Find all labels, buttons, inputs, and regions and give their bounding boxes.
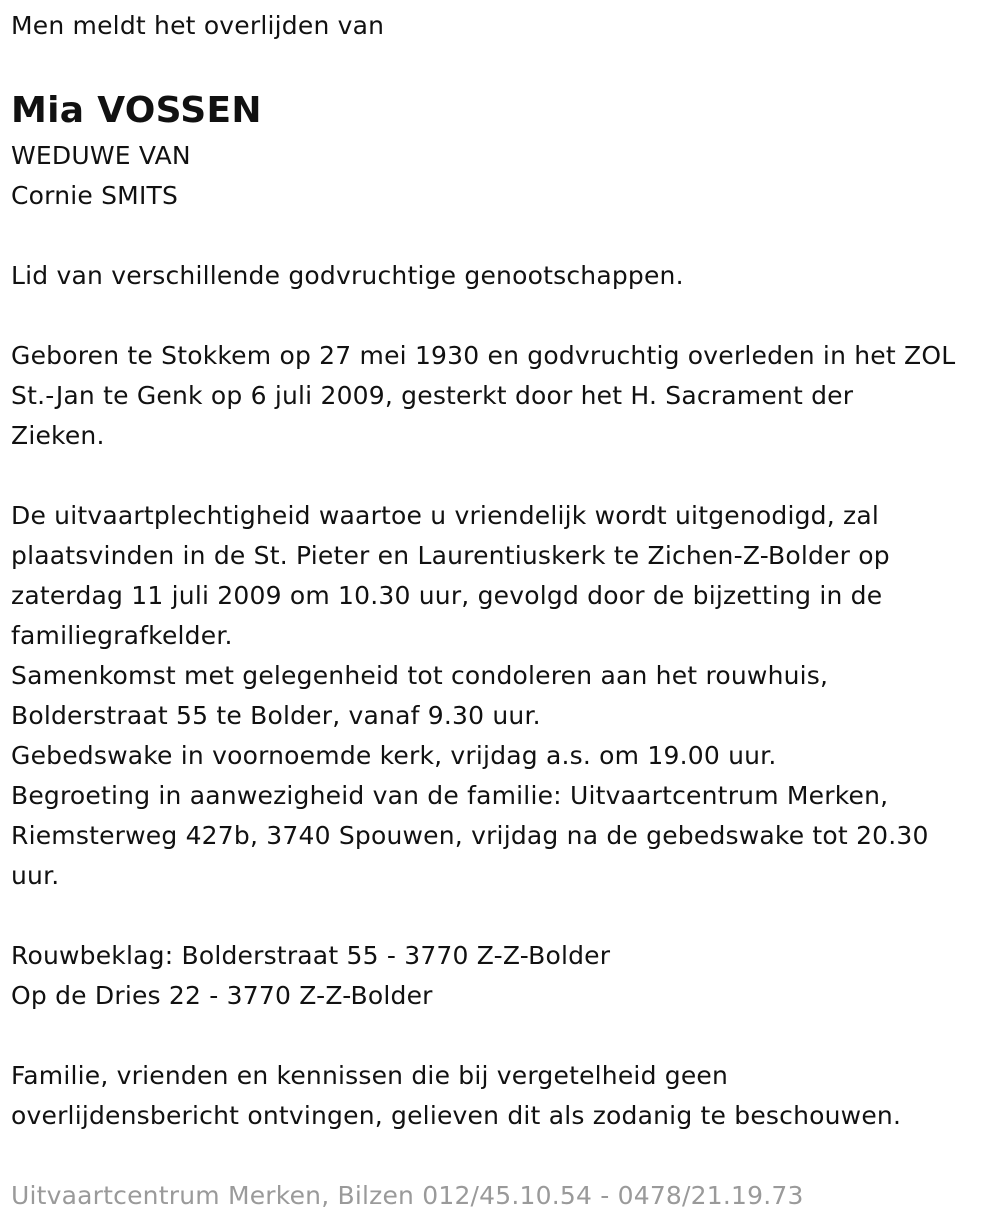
paragraph-line: uur.	[11, 861, 60, 890]
address-line: Rouwbeklag: Bolderstraat 55 - 3770 Z-Z-Bolder	[11, 941, 611, 970]
paragraph-line: De uitvaartplechtigheid waartoe u vriendelijk wordt uitgenodigd, zal	[11, 501, 880, 530]
paragraph-line: Samenkomst met gelegenheid tot condoleren aan het rouwhuis,	[11, 661, 829, 690]
relation-text: WEDUWE VAN	[11, 141, 191, 170]
ceremony-paragraph	[11, 496, 996, 896]
spacer	[11, 456, 996, 496]
paragraph-line: familiegrafkelder.	[11, 621, 233, 650]
paragraph-line: Gebedswake in voornoemde kerk, vrijdag a.s. om 19.00 uur.	[11, 741, 777, 770]
spacer	[11, 896, 996, 936]
paragraph-line: St.-Jan te Genk op 6 juli 2009, gesterkt door het H. Sacrament der	[11, 381, 854, 410]
obituary-notice	[11, 6, 996, 1216]
spacer	[11, 1136, 996, 1176]
address-line: Op de Dries 22 - 3770 Z-Z-Bolder	[11, 981, 433, 1010]
closing-paragraph	[11, 1056, 996, 1136]
spacer	[11, 1016, 996, 1056]
spouse-name: Cornie SMITS	[11, 181, 179, 210]
deceased-name: Mia VOSSEN	[11, 90, 262, 131]
paragraph-line: Begroeting in aanwezigheid van de familie: Uitvaartcentrum Merken,	[11, 781, 889, 810]
paragraph-line: overlijdensbericht ontvingen, gelieven dit als zodanig te beschouwen.	[11, 1101, 902, 1130]
paragraph-line: zaterdag 11 juli 2009 om 10.30 uur, gevolgd door de bijzetting in de	[11, 581, 883, 610]
spacer	[11, 216, 996, 256]
paragraph-line: Zieken.	[11, 421, 105, 450]
paragraph-line: Familie, vrienden en kennissen die bij vergetelheid geen	[11, 1061, 729, 1090]
intro-text: Men meldt het overlijden van	[11, 11, 385, 40]
birth-death-paragraph	[11, 336, 996, 456]
paragraph-line: Bolderstraat 55 te Bolder, vanaf 9.30 uur.	[11, 701, 541, 730]
mourning-addresses	[11, 936, 996, 1016]
membership-text: Lid van verschillende godvruchtige genootschappen.	[11, 261, 684, 290]
paragraph-line: plaatsvinden in de St. Pieter en Laurentiuskerk te Zichen-Z-Bolder op	[11, 541, 890, 570]
spacer	[11, 296, 996, 336]
spacer	[11, 46, 996, 86]
paragraph-line: Riemsterweg 427b, 3740 Spouwen, vrijdag na de gebedswake tot 20.30	[11, 821, 929, 850]
funeral-home-footer: Uitvaartcentrum Merken, Bilzen 012/45.10.54 - 0478/21.19.73	[11, 1181, 804, 1210]
paragraph-line: Geboren te Stokkem op 27 mei 1930 en godvruchtig overleden in het ZOL	[11, 341, 956, 370]
